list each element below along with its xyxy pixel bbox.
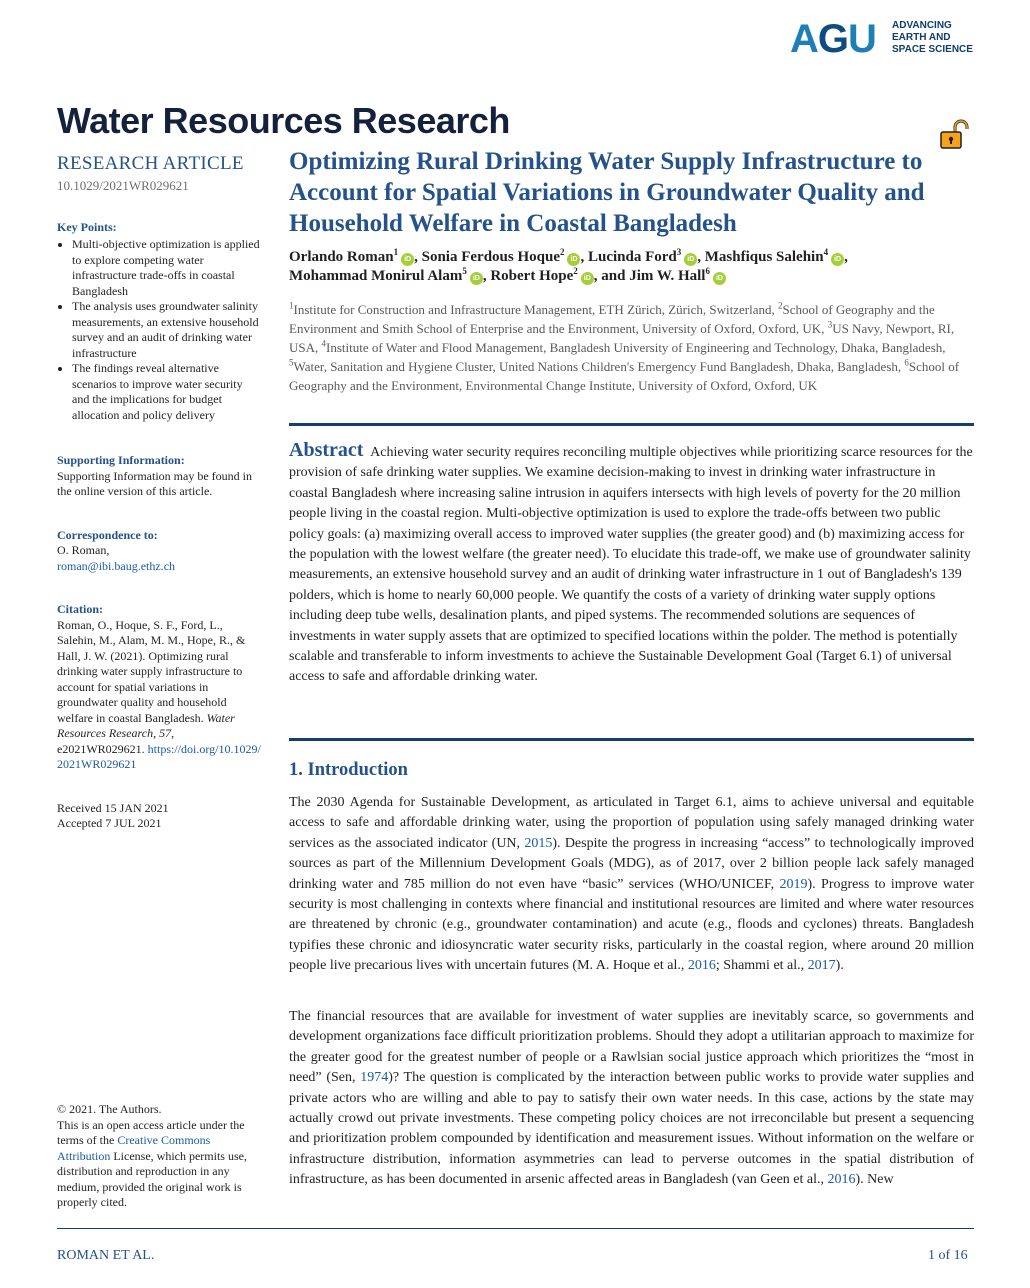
citation-text: Roman, O., Hoque, S. F., Ford, L., Salehin, M., Alam, M. M., Hope, R., & Hall, J. W. (2021). Optimizing rural drinking water supply infrastructure to account for spatial variations in groundwater quality and household welfare in coastal Bangladesh. Water Resources Research, 57, e2021WR029621. https://doi.org/10.1029/2021WR029621 — [57, 617, 261, 771]
paragraph-text: ). New — [855, 1172, 894, 1188]
citation-tail: , e2021WR029621. — [57, 726, 175, 756]
sidebar — [57, 152, 262, 832]
author-name: Lucinda Ford — [587, 249, 677, 265]
affiliation-text: Water, Sanitation and Hygiene Cluster, United Nations Children's Emergency Fund Bangladesh, Dhaka, Bangladesh, — [293, 359, 905, 374]
article-title: Optimizing Rural Drinking Water Supply Infrastructure to Account for Spatial Variations in Groundwater Quality and Household Welfare in Coastal Bangladesh — [289, 148, 925, 237]
paragraph-text: The financial resources that are available for investment of water supplies are inevitably scarce, so governments and development organizations face difficult prioritization problems. Should they adopt a utilitarian approach to maximize for the greater good for the greatest number of people or a Rawlsian social justice approach which prioritizes the “most in need” (Sen, — [289, 1009, 974, 1086]
paragraph-text: ). — [835, 958, 844, 974]
author-name: Robert Hope — [490, 268, 574, 284]
affiliation-number: 5 — [289, 357, 294, 368]
citation-section — [57, 602, 262, 773]
key-point-item: • The findings reveal alternative scenarios to improve water security and the implications for budget allocation and policy delivery — [72, 361, 262, 423]
abstract-heading: Abstract — [289, 439, 364, 461]
key-point-item: • The analysis uses groundwater salinity measurements, an extensive household survey and an audit of drinking water infrastructure — [72, 299, 262, 361]
agu-letter: U — [848, 17, 876, 61]
footer-rule — [57, 1228, 974, 1229]
received-date: Received 15 JAN 2021 — [57, 800, 169, 815]
agu-letter: A — [790, 17, 818, 61]
orcid-icon: iD — [401, 253, 414, 266]
author-name: Mohammad Monirul Alam — [289, 268, 463, 284]
paragraph-text: )? The question is complicated by the interaction between public works to provide water supplies and private actors who are willing and able to pay to satisfy their own water needs. In this case, actions by the state may actually crowd out private investments. These competing policy choices are not irreconcilable but present a sequencing and prioritization problem compounded by identification and measurement issues. Without information on the welfare or infrastructure distribution, information asymmetries can lead to perverse outcomes in the spatial distribution of infrastructure, as has been documented in arsenic affected areas in Bangladesh (van Geen et al., — [289, 1070, 974, 1188]
author-separator: , — [580, 249, 588, 265]
author-affiliation-number: 2 — [573, 266, 578, 276]
agu-logo-tagline: ADVANCING EARTH AND SPACE SCIENCE — [892, 20, 973, 55]
paragraph-text: The 2030 Agenda for Sustainable Development, as articulated in Target 6.1, aims to achieve universal and equitable access to safe and affordable drinking water, using the proportion of population using safely managed drinking water services as the associated indicator (UN, — [289, 795, 974, 851]
intro-paragraph-2 — [289, 1007, 974, 1191]
citation-year-link[interactable]: 2016 — [827, 1172, 856, 1188]
paragraph-text: ; Shammi et al., — [715, 958, 808, 974]
key-points-list — [57, 237, 262, 423]
author-list — [289, 248, 979, 286]
license-text — [57, 1118, 262, 1211]
correspondence-heading: Correspondence to: — [57, 527, 158, 542]
intro-paragraph-1 — [289, 793, 974, 977]
supporting-info-text: Supporting Information may be found in the online version of this article. — [57, 468, 252, 498]
correspondence-section — [57, 528, 262, 575]
introduction-heading: 1. Introduction — [289, 760, 408, 780]
orcid-icon: iD — [581, 272, 594, 285]
author-separator: , and — [593, 268, 630, 284]
affiliation-text: Institute of Water and Flood Management, Bangladesh University of Engineering and Technology, Dhaka, Bangladesh, — [326, 340, 946, 355]
orcid-icon: iD — [470, 272, 483, 285]
abstract-top-rule — [289, 423, 974, 426]
affiliation-number: 2 — [777, 300, 783, 311]
citation-body: Roman, O., Hoque, S. F., Ford, L., Salehin, M., Alam, M. M., Hope, R., & Hall, J. W. (2021). Optimizing rural drinking water supply infrastructure to account for spatial variations in groundwater quality and household welfare in coastal Bangladesh. — [57, 617, 246, 725]
citation-journal: Water Resources Research — [57, 710, 235, 740]
author-name: Jim W. Hall — [629, 268, 706, 284]
author-affiliation-number: 4 — [823, 247, 829, 257]
author-affiliation-number: 5 — [462, 266, 467, 276]
orcid-icon: iD — [831, 253, 844, 266]
agu-letter: G — [817, 17, 849, 61]
license-post: License, which permits use, distribution and reproduction in any medium, provided the original work is properly cited. — [57, 1148, 247, 1209]
doi: 10.1029/2021WR029621 — [57, 178, 189, 193]
affiliation-number: 3 — [827, 319, 833, 330]
orcid-icon: iD — [684, 253, 697, 266]
key-points-section — [57, 220, 262, 424]
citation-doi-link[interactable]: https://doi.org/10.1029/2021WR029621 — [57, 741, 261, 771]
citation-heading: Citation: — [57, 602, 103, 616]
author-separator: , — [844, 249, 848, 265]
citation-year-link[interactable]: 2019 — [779, 876, 808, 892]
author-name: Mashfiqus Salehin — [704, 249, 824, 265]
running-head: ROMAN ET AL. — [57, 1248, 155, 1263]
affiliation-number: 6 — [904, 357, 909, 368]
author-separator: , — [414, 249, 422, 265]
accepted-date: Accepted 7 JUL 2021 — [57, 816, 162, 830]
citation-year-link[interactable]: 1974 — [360, 1070, 389, 1086]
affiliations — [289, 300, 979, 395]
affiliation-number: 4 — [321, 338, 327, 349]
abstract-section — [289, 440, 974, 688]
author-affiliation-number: 1 — [393, 247, 399, 257]
supporting-info-heading: Supporting Information: — [57, 453, 185, 467]
affiliation-text: School of Geography and the Environment and Smith School of Enterprise and the Environment, University of Oxford, Oxford, UK, — [289, 302, 935, 336]
agu-logo — [790, 18, 980, 60]
creative-commons-link[interactable]: Creative Commons Attribution — [57, 1133, 211, 1163]
supporting-info-section — [57, 453, 262, 500]
author-affiliation-number: 2 — [559, 247, 565, 257]
paragraph-text: ). Despite the progress in increasing “access” to technologically improved sources as part of the Millennium Development Goals (MDG), as of 2017, over 2 billion people lack safely managed drinking water and 785 million do not even have “basic” services (WHO/UNICEF, — [289, 835, 975, 892]
copyright-line: © 2021. The Authors. — [57, 1102, 162, 1116]
citation-volume: 57 — [159, 726, 172, 740]
correspondence-name: O. Roman, — [57, 543, 110, 557]
article-type: RESEARCH ARTICLE — [57, 153, 244, 174]
citation-year-link[interactable]: 2015 — [524, 835, 553, 851]
citation-year-link[interactable]: 2016 — [687, 958, 716, 974]
author-separator: , — [697, 249, 705, 265]
author-separator: , — [482, 268, 491, 284]
author-name: Orlando Roman — [289, 249, 394, 265]
agu-logo-letters — [790, 18, 876, 60]
abstract-bottom-rule — [289, 738, 974, 741]
author-name: Sonia Ferdous Hoque — [421, 249, 560, 265]
paragraph-text: ). Progress to improve water security is most challenging in contexts where financial and institutional resources are limited and where water resources are threatened by chronic (e.g., groundwater contamination) and acute (e.g., floods and cyclones) threats. Bangladesh typifies these chronic and idiosyncratic water security risks, particularly in the coastal region, where around 20 million people live precarious lives with uncertain futures (M. A. Hoque et al., — [289, 876, 974, 974]
dates-section — [57, 801, 262, 832]
license-pre: This is an open access article under the terms of the — [57, 1117, 245, 1147]
orcid-icon: iD — [713, 272, 726, 285]
affiliation-number: 1 — [289, 300, 294, 311]
affiliation-text: School of Geography and the Environment, Environmental Change Institute, University of Oxford, Oxford, UK — [289, 359, 960, 393]
key-point-item: • Multi-objective optimization is applied to explore competing water infrastructure trade-offs in coastal Bangladesh — [72, 237, 262, 299]
orcid-icon: iD — [567, 253, 580, 266]
abstract-text: Achieving water security requires reconciling multiple objectives while prioritizing scarce resources for the provision of safe drinking water supplies. We examine decision-making to invest in drinking water infrastructure in coastal Bangladesh where increasing saline intrusion in aquifers intersects with high levels of poverty for the 20 million people living in the coastal region. Multi-objective optimization is used to explore the trade-offs between two public policy goals: (a) maximizing overall access to improved water supplies (the greater good) and (b) maximizing access for the population with the lowest welfare (the greater need). To elucidate this trade-off, we make use of groundwater salinity measurements, an extensive household survey and an audit of drinking water infrastructure in 1 out of Bangladesh's 139 polders, which is home to nearly 60,000 people. We quantify the costs of a variety of drinking water supply options including deep tube wells, desalination plants, and piped systems. The recommended solutions are sequences of investments in water supply assets that are optimized to specified locations within the polder. The method is potentially scalable and transferable to inform investments to achieve the Sustainable Development Goal (Target 6.1) of universal access to safe and affordable drinking water. — [289, 445, 973, 685]
page-number: 1 of 16 — [928, 1248, 968, 1263]
citation-year-link[interactable]: 2017 — [807, 958, 836, 974]
journal-title: Water Resources Research — [57, 100, 510, 141]
author-affiliation-number: 3 — [676, 247, 682, 257]
correspondence-email-link[interactable]: roman@ibi.baug.ethz.ch — [57, 558, 176, 573]
affiliation-text: Institute for Construction and Infrastructure Management, ETH Zürich, Zürich, Switzerland, — [293, 302, 778, 317]
key-points-heading: Key Points: — [57, 219, 117, 234]
affiliation-text: US Navy, Newport, RI, USA, — [289, 321, 955, 355]
author-affiliation-number: 6 — [705, 266, 710, 276]
copyright-section — [57, 1102, 262, 1211]
